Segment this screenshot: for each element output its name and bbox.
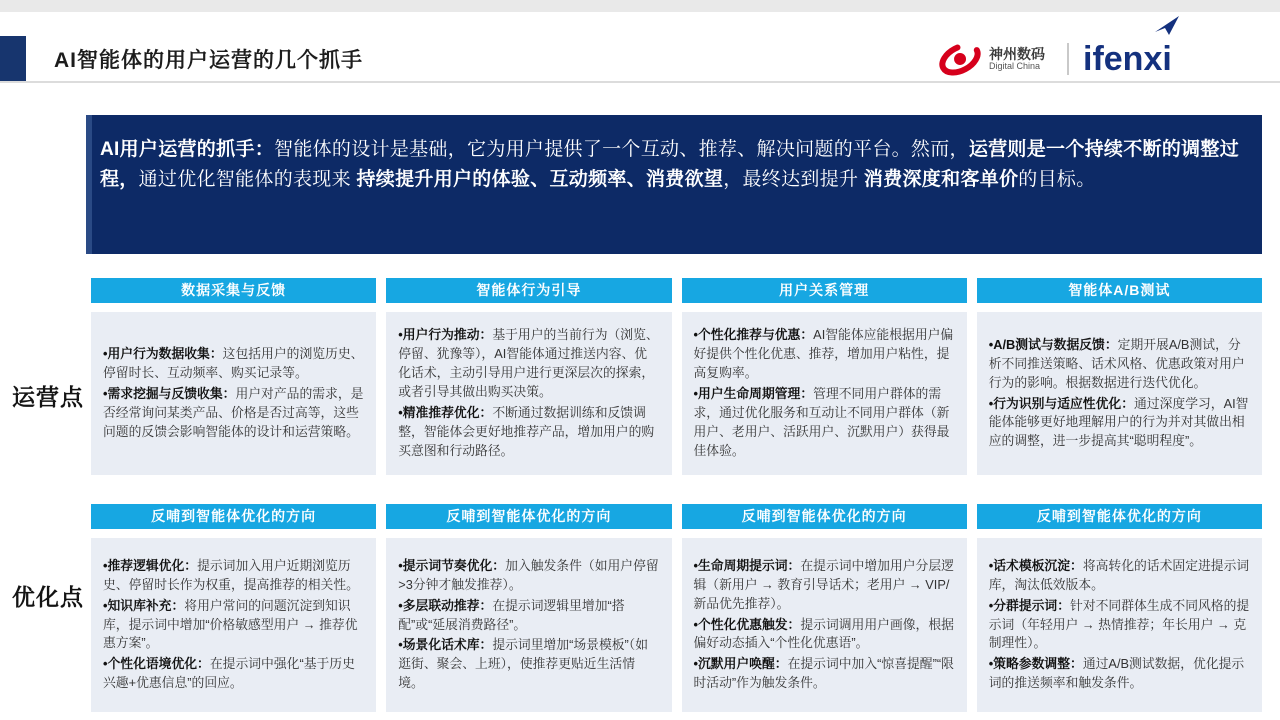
feedback-card-2 xyxy=(386,504,671,712)
brand-logos xyxy=(935,38,1172,80)
feedback-card-4 xyxy=(977,504,1262,712)
bullet-text: 针对不同群体生成不同风格的提示词（年轻用户 → 热情推荐；年长用户 → 克制理性）。 xyxy=(988,597,1250,651)
bullet-label: •话术模板沉淀： xyxy=(988,557,1083,573)
feedback-body xyxy=(386,538,671,712)
feedback-card-1 xyxy=(91,504,376,712)
bullet-label: •生命周期提示词： xyxy=(693,557,801,573)
pillar-header: 智能体行为引导 xyxy=(386,278,671,303)
bullet-label: •推荐逻辑优化： xyxy=(103,557,198,573)
bullet-text: 加入触发条件（如用户停留>3分钟才触发推荐）。 xyxy=(398,557,659,592)
bullet-label: •用户行为数据收集： xyxy=(103,346,223,362)
bullet-item xyxy=(989,395,1250,452)
bullet-text: 不断通过数据训练和反馈调整，智能体会更好地推荐产品，增加用户的购买意图和行动路径。 xyxy=(398,404,655,458)
bullet-item xyxy=(694,655,955,693)
optimization-row xyxy=(91,504,1262,712)
bullet-text: 管理不同用户群体的需求，通过优化服务和互动让不同用户群体（新用户、老用户、活跃用户、沉默用户）获得最佳体验。 xyxy=(693,386,950,458)
banner-text-run: 通过优化智能体的表现来 xyxy=(138,169,357,190)
pillar-card-behavior-guidance xyxy=(386,278,671,475)
bullet-item xyxy=(398,597,659,635)
pillar-header: 智能体A/B测试 xyxy=(977,278,1262,303)
banner-text-run: 智能体的设计是基础，它为用户提供了一个互动、推荐、解决问题的平台。然而， xyxy=(274,139,969,160)
bullet-item xyxy=(694,326,955,383)
bullet-item xyxy=(398,326,659,402)
bullet-label: •精准推荐优化： xyxy=(398,404,493,420)
pillar-body xyxy=(977,312,1262,475)
banner-text-run: AI用户运营的抓手： xyxy=(100,139,275,160)
feedback-body xyxy=(682,538,967,712)
bullet-text: 在提示词中强化“基于历史兴趣+优惠信息”的回应。 xyxy=(103,656,355,691)
bullet-label: •个性化优惠触发： xyxy=(693,616,801,632)
intro-banner-text xyxy=(92,115,1262,254)
bullet-label: •知识库补充： xyxy=(103,597,185,613)
feedback-body xyxy=(91,538,376,712)
bullet-item xyxy=(398,636,659,693)
pillar-body xyxy=(91,312,376,475)
bullet-label: •分群提示词： xyxy=(988,597,1071,613)
bullet-text: 通过A/B测试数据，优化提示词的推送频率和触发条件。 xyxy=(988,656,1245,691)
window-top-strip xyxy=(0,0,1280,12)
brand-divider xyxy=(1067,43,1069,75)
pillar-card-ab-testing xyxy=(977,278,1262,475)
bullet-label: •策略参数调整： xyxy=(988,656,1083,672)
bullet-text: 提示词加入用户近期浏览历史、停留时长作为权重，提高推荐的相关性。 xyxy=(103,557,359,592)
bullet-label: •场景化话术库： xyxy=(398,637,493,653)
banner-text-run: 运营则是一个持续不断的调整过程， xyxy=(100,139,1240,190)
pillar-body xyxy=(386,312,671,475)
bullet-item xyxy=(989,597,1250,654)
bullet-item xyxy=(694,557,955,614)
pillar-header: 用户关系管理 xyxy=(682,278,967,303)
pillar-body xyxy=(682,312,967,475)
title-accent-square xyxy=(0,36,26,82)
bullet-item xyxy=(989,336,1250,393)
bullet-text: 基于用户的当前行为（浏览、停留、犹豫等），AI智能体通过推送内容、优化话术，主动引导用户进行更深层次的探索，或者引导其做出购买决策。 xyxy=(398,327,659,400)
bullet-item xyxy=(694,616,955,654)
bullet-label: •个性化语境优化： xyxy=(103,656,210,672)
bullet-label: •提示词节奏优化： xyxy=(398,557,506,573)
bullet-item xyxy=(398,404,659,461)
bullet-item xyxy=(103,597,364,654)
bullet-item xyxy=(989,655,1250,693)
bullet-text: 将用户常问的问题沉淀到知识库，提示词中增加“价格敏感型用户 → 推荐优惠方案”。 xyxy=(103,597,358,651)
feedback-header: 反哺到智能体优化的方向 xyxy=(977,504,1262,529)
bullet-item xyxy=(103,385,364,442)
bullet-label: •需求挖掘与反馈收集： xyxy=(103,386,236,402)
banner-text-run: 持续提升用户的体验、互动频率、消费欲望 xyxy=(356,169,724,190)
digital-china-sub: Digital China xyxy=(989,60,1041,71)
page-title: AI智能体的用户运营的几个抓手 xyxy=(54,49,363,72)
bullet-text: 将高转化的话术固定进提示词库，淘汰低效版本。 xyxy=(988,557,1250,592)
bullet-text: 这包括用户的浏览历史、停留时长、互动频率、购买记录等。 xyxy=(103,346,364,381)
banner-text-run: 消费深度和客单价 xyxy=(863,169,1019,190)
bullet-item xyxy=(103,557,364,595)
digital-china-wordmark xyxy=(989,47,1045,71)
pillar-header: 数据采集与反馈 xyxy=(91,278,376,303)
bullet-label: •行为识别与适应性优化： xyxy=(988,395,1134,411)
bullet-item xyxy=(989,557,1250,595)
bullet-label: •个性化推荐与优惠： xyxy=(693,327,814,343)
bullet-item xyxy=(694,385,955,461)
pillar-card-data-collection xyxy=(91,278,376,475)
bullet-text: 在提示词中增加用户分层逻辑（新用户 → 教育引导话术；老用户 → VIP/新品优先推荐）。 xyxy=(693,557,954,611)
banner-text-run: 的目标。 xyxy=(1018,169,1096,190)
pillar-card-user-relationship xyxy=(682,278,967,475)
feedback-header: 反哺到智能体优化的方向 xyxy=(91,504,376,529)
header-divider xyxy=(0,81,1280,83)
bullet-text: 在提示词逻辑里增加“搭配”或“延展消费路径”。 xyxy=(398,597,625,632)
bullet-item xyxy=(398,557,659,595)
ifenxi-logo: ifenxi xyxy=(1083,40,1172,78)
bullet-text: 通过深度学习，AI智能体能够更好地理解用户的行为并对其做出相应的调整，进一步提高其“聪明程度”。 xyxy=(988,395,1249,449)
bullet-item xyxy=(103,345,364,383)
bullet-text: 提示词里增加“场景模板”（如逛街、聚会、上班），使推荐更贴近生活情境。 xyxy=(398,637,648,691)
bullet-label: •沉默用户唤醒： xyxy=(693,656,788,672)
side-label-optimization: 优化点 xyxy=(12,584,84,610)
bullet-label: •用户生命周期管理： xyxy=(693,386,814,402)
bullet-text: 用户对产品的需求，是否经常询问某类产品、价格是否过高等，这些问题的反馈会影响智能体的设计和运营策略。 xyxy=(103,386,364,439)
bullet-item xyxy=(103,655,364,693)
operations-row xyxy=(91,278,1262,475)
bullet-text: 定期开展A/B测试，分析不同推送策略、话术风格、优惠政策对用户行为的影响。根据数据进行迭代优化。 xyxy=(988,336,1245,390)
feedback-header: 反哺到智能体优化的方向 xyxy=(682,504,967,529)
bullet-label: •用户行为推动： xyxy=(398,327,493,343)
feedback-card-3 xyxy=(682,504,967,712)
digital-china-logo-icon xyxy=(935,39,985,79)
bullet-text: 提示词调用用户画像，根据偏好动态插入“个性化优惠语”。 xyxy=(693,616,954,651)
bullet-label: •多层联动推荐： xyxy=(398,597,493,613)
feedback-header: 反哺到智能体优化的方向 xyxy=(386,504,671,529)
side-label-operations: 运营点 xyxy=(12,384,84,410)
bullet-text: AI智能体应能根据用户偏好提供个性化优惠、推荐，增加用户粘性，提高复购率。 xyxy=(693,327,954,381)
digital-china-name: 神州数码 xyxy=(989,45,1045,62)
bullet-text: 在提示词中加入“惊喜提醒”“限时活动”作为触发条件。 xyxy=(693,656,954,691)
banner-text-run: ，最终达到提升 xyxy=(723,169,864,190)
feedback-body xyxy=(977,538,1262,712)
bullet-label: •A/B测试与数据反馈： xyxy=(988,336,1118,352)
intro-banner xyxy=(86,115,1262,254)
